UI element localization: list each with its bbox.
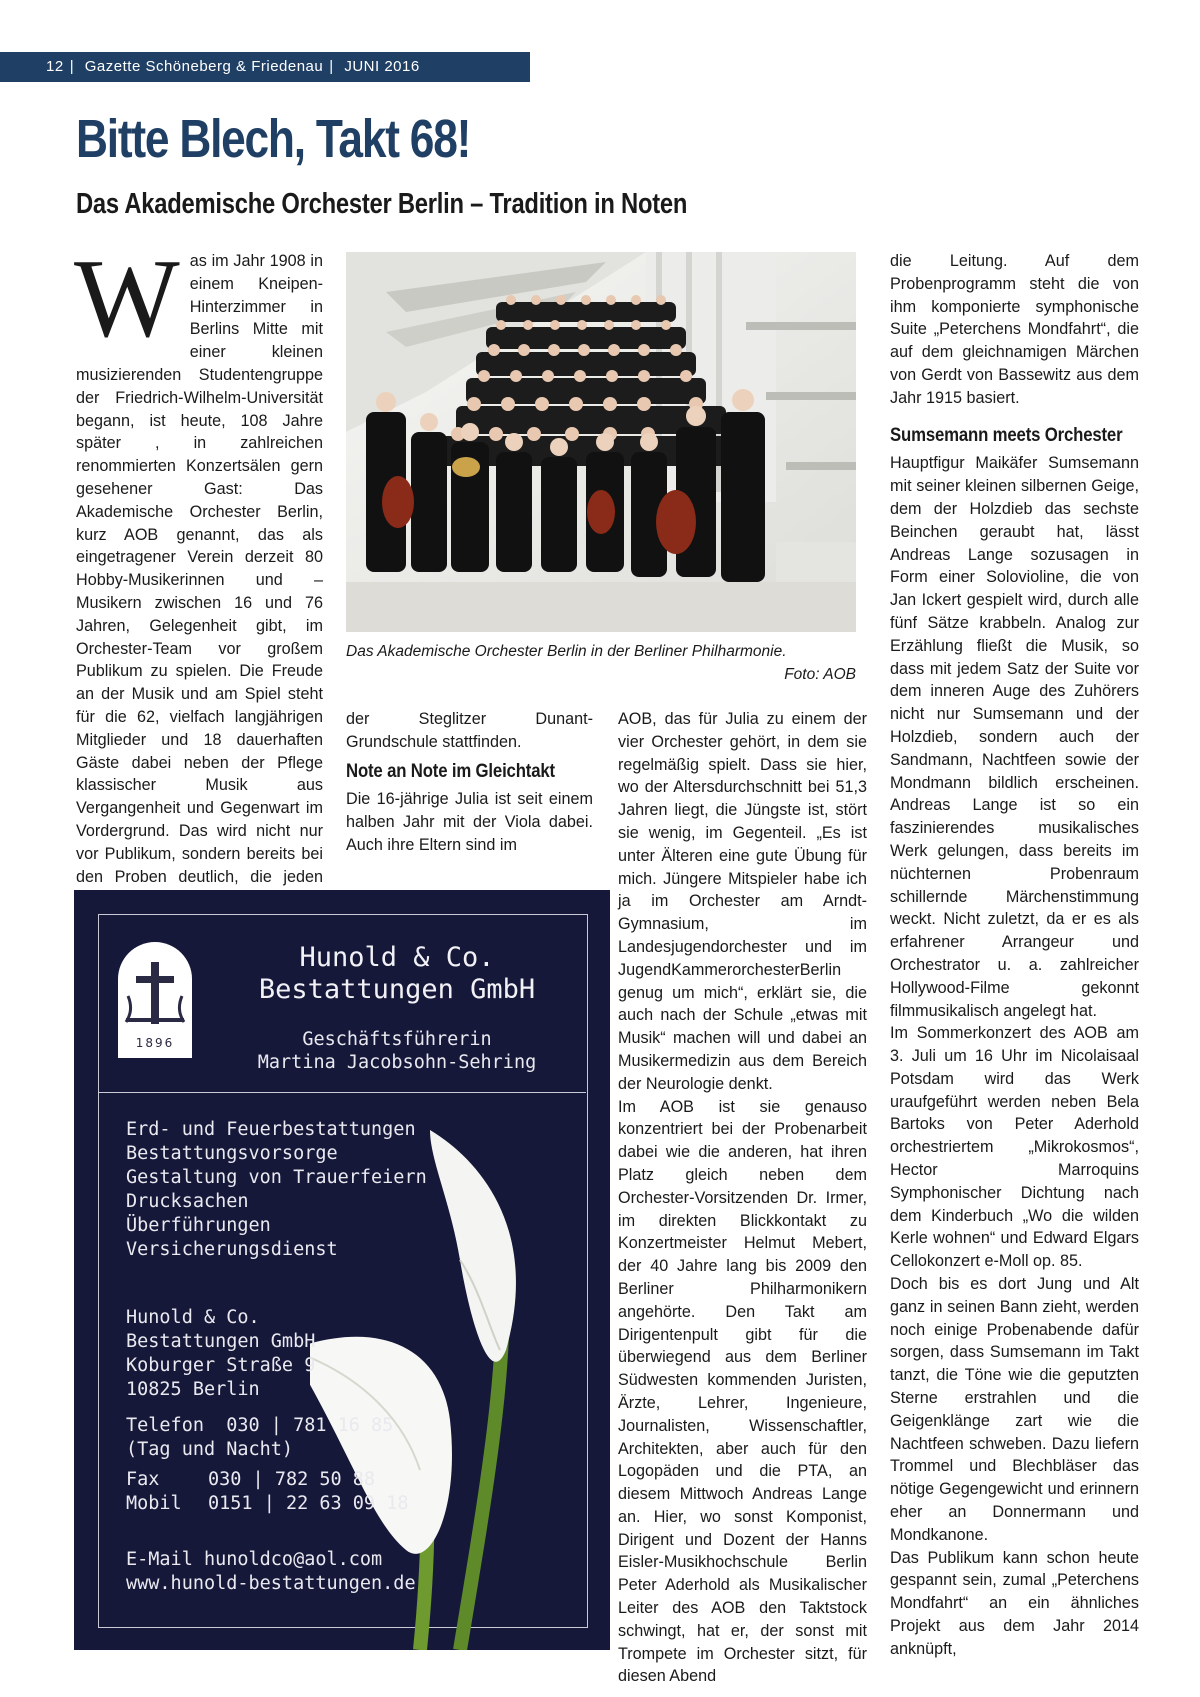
manager-block bbox=[202, 1028, 592, 1074]
address-line: Hunold & Co. bbox=[126, 1307, 260, 1328]
service-item: Erd- und Feuerbestattungen bbox=[126, 1119, 416, 1140]
photo-caption-block bbox=[346, 640, 856, 686]
website-link[interactable]: www.hunold-bestattungen.de bbox=[126, 1573, 416, 1594]
mobile-label: Mobil bbox=[126, 1493, 182, 1514]
company-name-line-1: Hunold & Co. bbox=[299, 942, 495, 973]
address-block bbox=[126, 1306, 315, 1402]
fax-label: Fax bbox=[126, 1469, 160, 1490]
address-line: 10825 Berlin bbox=[126, 1379, 260, 1400]
section-heading-sumsemann: Sumsemann meets Orchester bbox=[890, 423, 1123, 446]
service-item: Versicherungsdienst bbox=[126, 1239, 338, 1260]
manager-name: Martina Jacobsohn-Sehring bbox=[257, 1052, 537, 1073]
column-4-paragraph-2: Hauptfigur Maikäfer Sumsemann mit seiner kleinen silbernen Geige, dem der Holzdieb das sechste Beinchen geraubt hat, lässt Andreas Lange sozusagen in Form einer Solovioline, die von Jan Ickert gespielt wird, durch alle fünf Sätze krabbeln. Analog zur Erzählung fließt die Musik, so dass mit jedem Satz der Suite vor dem inneren Auge des Zuhörers nicht nur Sumsemann und der Holzdieb, sondern auch der Sandmann, Nachtfeen sowie der Mondmann bildlich erscheinen. Andreas Lange ist so ein faszinierendes musikalisches Werk gelungen, dass bereits im nüchternen Probenraum schillernde Märchenstimmung weckt. Nicht zuletzt, da er es als erfahrener Arrangeur und Orchestrator u. a. zahlreicher Hollywood-Filme gekonnt filmmusikalisch angelegt hat. bbox=[890, 454, 1139, 1020]
article-subtitle: Das Akademische Orchester Berlin – Tradition in Noten bbox=[76, 188, 688, 220]
email-link[interactable]: E-Mail hunoldco@aol.com bbox=[126, 1549, 383, 1570]
phone[interactable]: Telefon 030 | 781 16 85 bbox=[126, 1415, 394, 1436]
orchestra-photo-illustration bbox=[346, 252, 856, 632]
photo-credit: Foto: AOB bbox=[784, 666, 856, 683]
funeral-home-advertisement bbox=[74, 890, 610, 1650]
contact-block bbox=[126, 1414, 408, 1516]
address-line: Bestattungen GmbH bbox=[126, 1331, 316, 1352]
manager-role: Geschäftsführerin bbox=[302, 1029, 492, 1050]
service-item: Überführungen bbox=[126, 1215, 271, 1236]
company-name-line-2: Bestattungen GmbH bbox=[258, 974, 536, 1005]
service-item: Gestaltung von Trauerfeiern bbox=[126, 1167, 427, 1188]
fax-number[interactable]: 030 | 782 50 88 bbox=[208, 1469, 376, 1490]
company-name bbox=[202, 942, 592, 1006]
column-4-paragraph-5: Das Publikum kann schon heute gespannt sein, zumal „Peterchens Mondfahrt“ an ein ähnliches Projekt aus dem Jahr 2014 anknüpft, bbox=[890, 1548, 1139, 1658]
column-2-paragraph-1: der Steglitzer Dunant-Grundschule stattfinden. bbox=[346, 710, 593, 751]
column-4-paragraph-1: die Leitung. Auf dem Probenprogramm steht die von ihm komponierte symphonische Suite „Peterchens Mondfahrt“, die auf dem gleichnamigen Märchen von Gerdt von Bassewitz aus dem Jahr 1915 basiert. bbox=[890, 252, 1139, 407]
column-3-paragraph-1: AOB, das für Julia zu einem der vier Orchester gehört, in dem sie regelmäßig spielt. Dass sie hier, wo der Altersdurchschnitt bei 51,3 Jahren liegt, die Jüngste ist, stört sie wenig, im Gegenteil. „Es ist unter Älteren eine gute Übung für mich. Jüngere Mitspieler habe ich ja im Orchester am Arndt-Gymnasium, im Landesjugendorchester und im JugendKammerorchesterBerlin genug um mich“, erklärt sie, die auch nach der Schule „etwas mit Musik“ machen will und dabei an Musikermedizin aus dem Bereich der Neurologie denkt. bbox=[618, 710, 867, 1093]
column-3-paragraph-2: Im AOB ist sie genauso konzentriert bei der Probenarbeit dabei wie die anderen, hat ihren Platz gleich neben dem Orchester-Vorsitzenden Dr. Irmer, im direkten Blickkontakt zu Konzertmeister Helmut Mebert, der 40 Jahre lang bis 2009 den Berliner Philharmonikern angehörte. Den Takt am Dirigentenpult gibt für die überwiegend aus dem Berliner Südwesten kommenden Juristen, Ärzte, Lehrer, Ingenieure, Journalisten, Wissenschaftler, Architekten, aber auch für den Logopäden und die PTA, an diesem Mittwoch Andreas Lange an. Hier, wo sonst Komponist, Dirigent und Dozent der Hanns Eisler-Musikhochschule Berlin Peter Aderhold als Musikalischer Leiter des AOB den Taktstock schwingt, hat er, der sonst mit Trompete im Orchester sitzt, für diesen Abend bbox=[618, 1097, 867, 1686]
phone-note: (Tag und Nacht) bbox=[126, 1439, 294, 1460]
section-heading-gleichtakt: Note an Note im Gleichtakt bbox=[346, 759, 555, 782]
article-title: Bitte Blech, Takt 68! bbox=[76, 109, 471, 169]
photo-caption: Das Akademische Orchester Berlin in der Berliner Philharmonie. bbox=[346, 643, 787, 660]
article-column-2 bbox=[346, 708, 593, 857]
column-4-paragraph-3: Im Sommerkonzert des AOB am 3. Juli um 16 Uhr im Nicolaisaal Potsdam wird das Werk uraufgeführt werden neben Bela Bartoks von Peter Aderhold orchestriertem „Mikrokosmos“, Hector Marroquins Symphonischer Dichtung nach dem Kinderbuch „Wo die wilden Kerle wohnen“ und Edward Elgars Cellokonzert e-Moll op. 85. bbox=[890, 1024, 1139, 1271]
fax-row bbox=[126, 1468, 408, 1492]
page-number: 12 bbox=[46, 58, 64, 75]
column-4-paragraph-4: Doch bis es dort Jung und Alt ganz in seinen Bann zieht, werden noch einige Probenabende dafür sorgen, dass Sumsemann im Takt tanzt, die Töne wie die geputzten Sterne erstrahlen und die Geigenklänge zart wie die Nachtfeen schweben. Dazu liefern Trommel und Blechbläser das nötige Gegengewicht und erinnern eher an Donnermann und Mondkanone. bbox=[890, 1275, 1139, 1544]
online-contact-block bbox=[126, 1548, 416, 1596]
cross-logo-icon bbox=[118, 956, 192, 1046]
drop-cap: W bbox=[74, 237, 180, 361]
intro-paragraph: as im Jahr 1908 in einem Kneipen-Hinterzimmer in Berlins Mitte mit einer kleinen musizierenden Studentengruppe der Friedrich-Wilhelm-Universität begann, ist heute, 108 Jahre später , in zahlreichen renommierten Konzertsälen gern gesehener Gast: Das Akademische Orchester Berlin, kurz AOB genannt, das als eingetragener Verein derzeit 80 Hobby-Musikerinnen und – Musikern zwischen 16 und 76 Jahren, Gelegenheit gibt, im Orchester-Team vor großem Publikum zu spielen. Die Freude an der Musik und am Spiel steht für die 62, vielfach langjährigen Mitglieder und 18 dauerhaften Gäste dabei neben der Pflege klassischer Musik aus Vergangenheit und Gegenwart im Vordergrund. Das wird nicht nur vor Publikum, sondern bereits bei den Proben deutlich, die jeden bbox=[76, 252, 323, 886]
logo-year: 1896 bbox=[135, 1036, 175, 1050]
service-item: Bestattungsvorsorge bbox=[126, 1143, 338, 1164]
service-item: Drucksachen bbox=[126, 1191, 249, 1212]
article-column-4 bbox=[890, 250, 1139, 1661]
company-logo bbox=[118, 942, 192, 1058]
article-column-1 bbox=[74, 237, 323, 911]
orchestra-photo bbox=[346, 252, 856, 632]
services-list bbox=[126, 1118, 427, 1262]
article-column-3 bbox=[618, 708, 867, 1688]
publication-name: Gazette Schöneberg & Friedenau bbox=[84, 58, 324, 75]
column-2-paragraph-2: Die 16-jährige Julia ist seit einem halben Jahr mit der Viola dabei. Auch ihre Eltern sind im bbox=[346, 790, 593, 854]
mobile-row bbox=[126, 1492, 408, 1516]
issue-date: JUNI 2016 bbox=[344, 58, 420, 75]
mobile-number[interactable]: 0151 | 22 63 09 18 bbox=[208, 1493, 409, 1514]
page-header-bar: 12 | Gazette Schöneberg & Friedenau | JUNI 2016 bbox=[0, 52, 530, 82]
address-line: Koburger Straße 9 bbox=[126, 1355, 316, 1376]
